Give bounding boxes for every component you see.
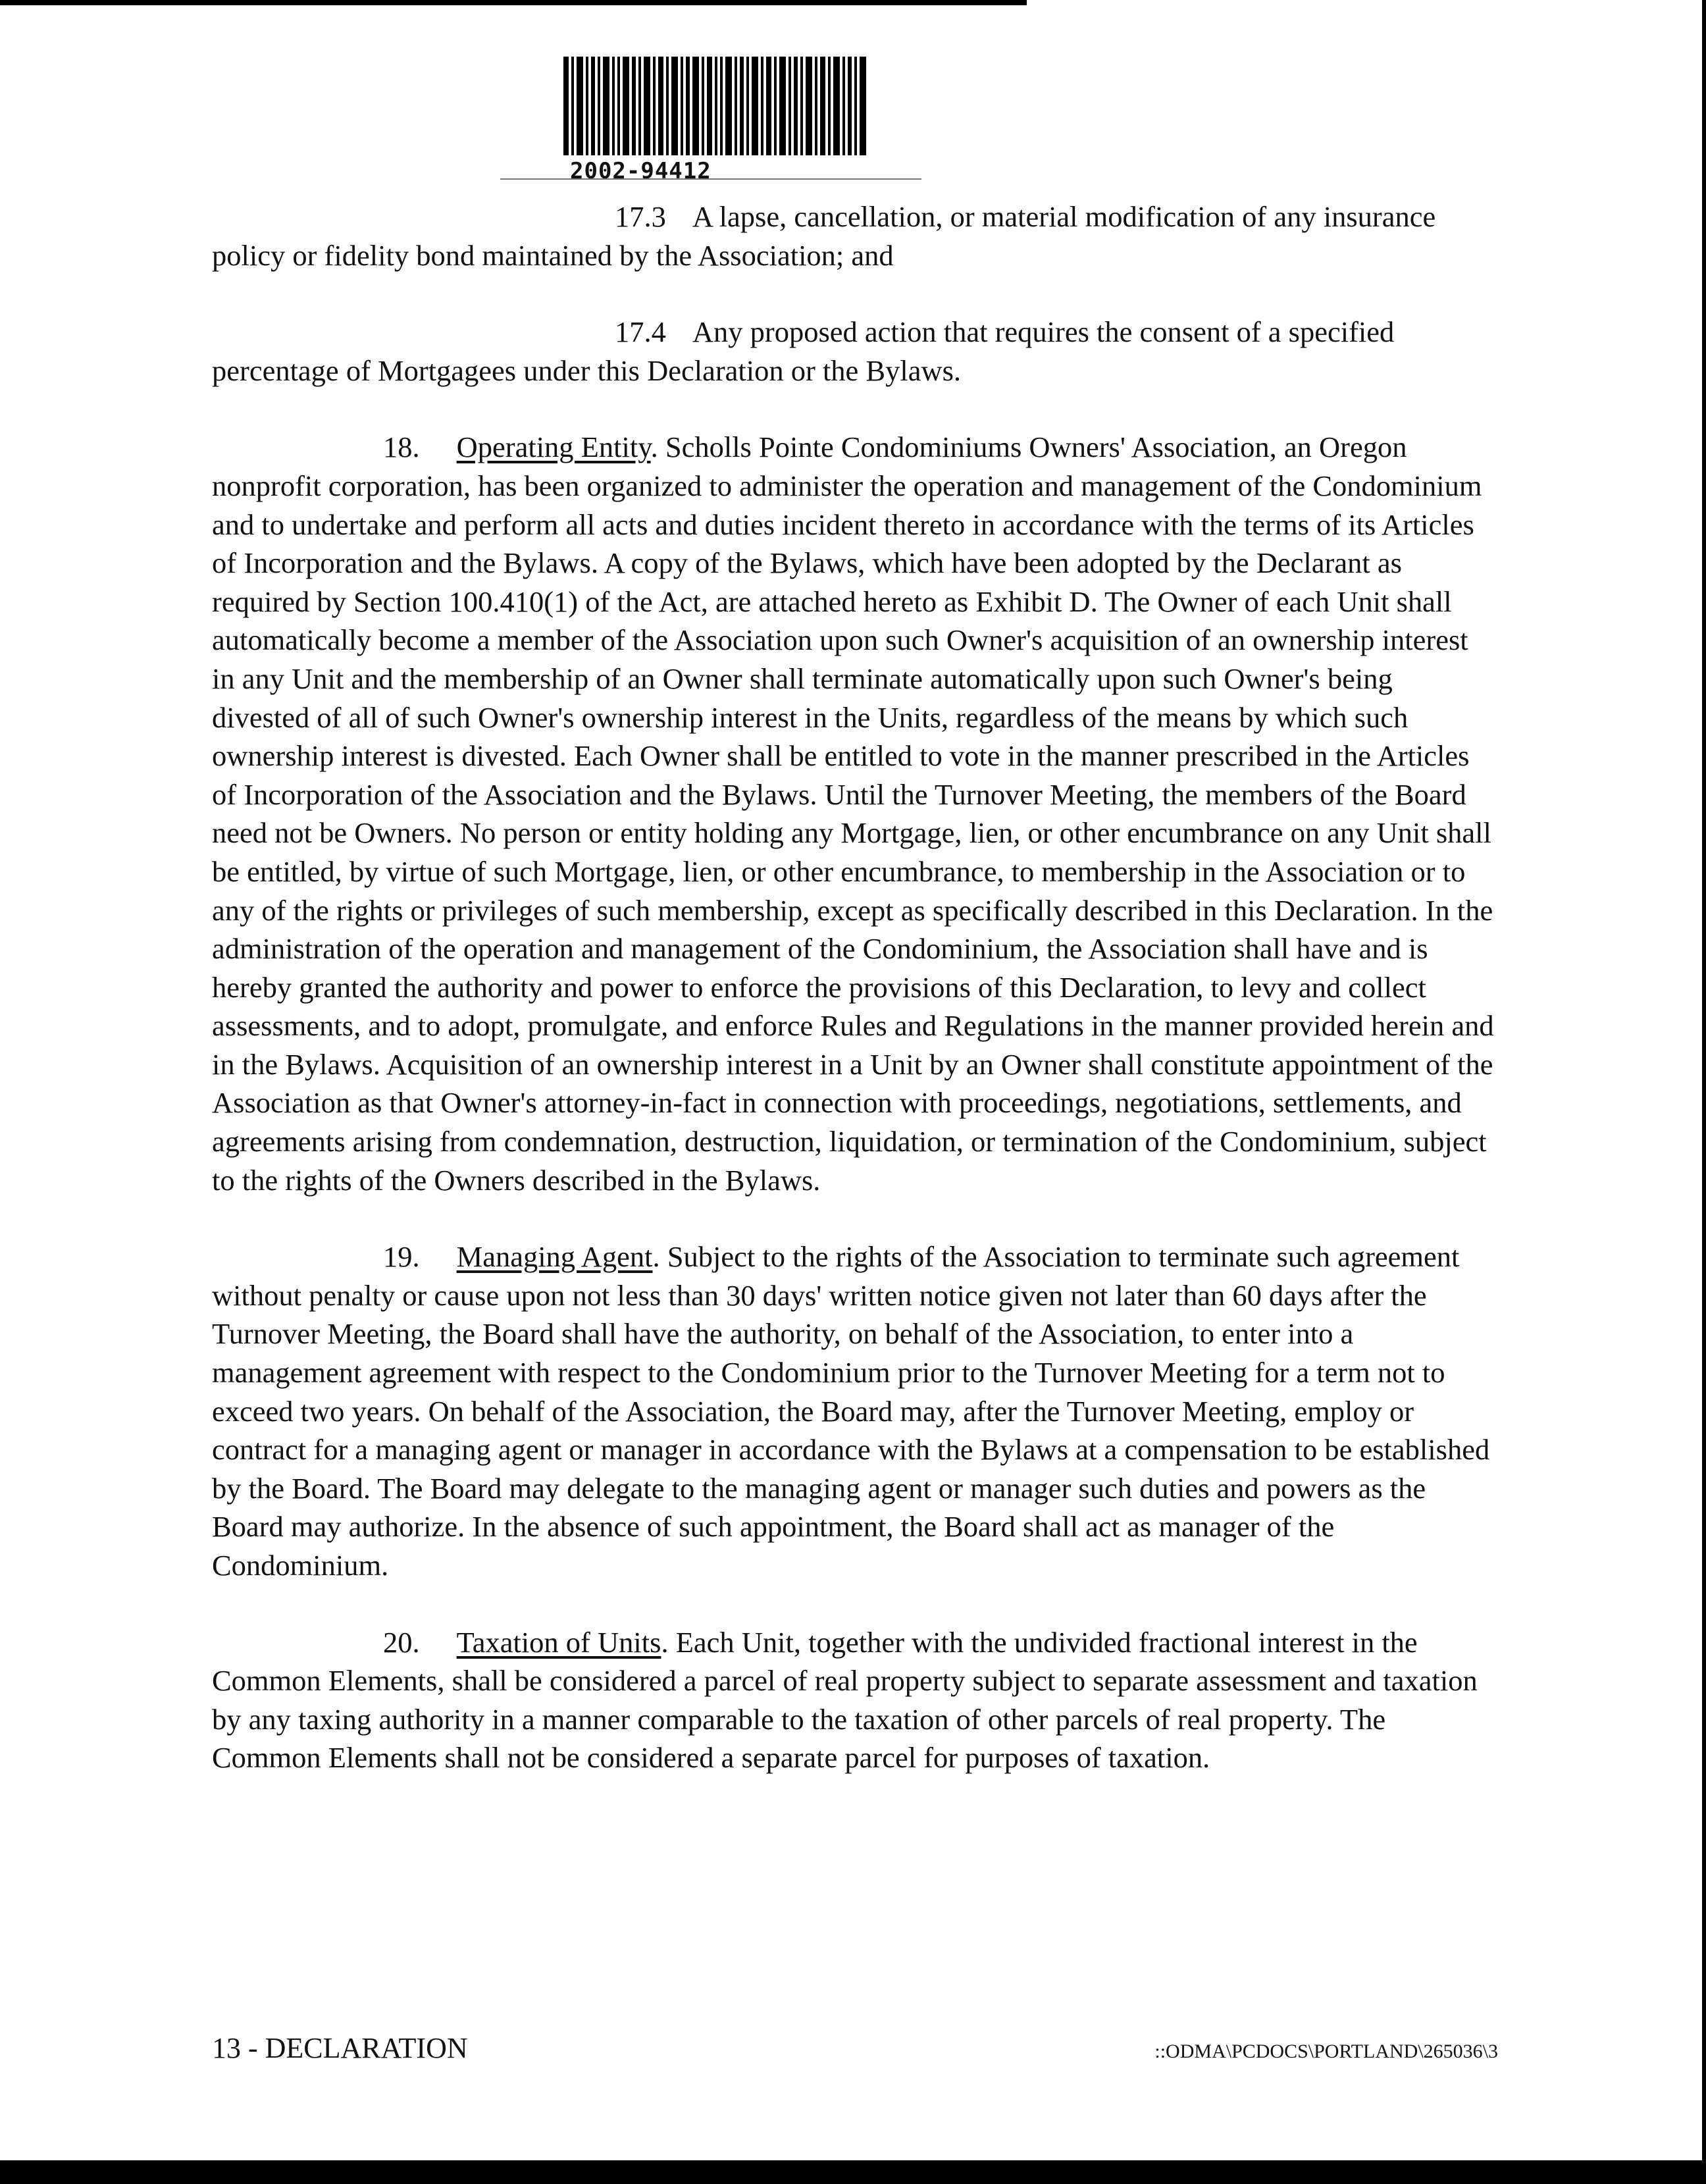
section-19 <box>212 1237 1495 1584</box>
barcode-number: 2002-94412 <box>570 158 711 184</box>
barcode-underline <box>500 178 921 180</box>
page-label: 13 - DECLARATION <box>212 2032 468 2064</box>
scan-edge-top <box>0 0 1027 5</box>
section-number: 18. <box>383 430 420 464</box>
barcode <box>563 57 870 184</box>
section-18 <box>212 428 1495 1199</box>
document-body <box>212 197 1495 1815</box>
scan-edge-right <box>1702 0 1706 2184</box>
barcode-bars <box>563 57 870 155</box>
section-number: 20. <box>383 1625 420 1659</box>
section-heading: Managing Agent <box>456 1240 653 1274</box>
section-text: Any proposed action that requires the consent of a specified percentage of Mortgagees under this Declaration or the Bylaws. <box>212 315 1395 387</box>
document-path: ::ODMA\PCDOCS\PORTLAND\265036\3 <box>1154 2041 1498 2062</box>
section-text: A lapse, cancellation, or material modification of any insurance policy or fidelity bond maintained by the Association; and <box>212 200 1436 272</box>
section-text: . Subject to the rights of the Association to terminate such agreement without penalty or cause upon not less than 30 days' written notice given not later than 60 days after the Turnover Meeting, the Board shall have the authority, on behalf of the Association, to enter into a management agreement with respect to the Condominium prior to the Turnover Meeting for a term not to exceed two years. On behalf of the Association, the Board may, after the Turnover Meeting, employ or contract for a managing agent or manager in accordance with the Bylaws at a compensation to be established by the Board. The Board may delegate to the managing agent or manager such duties and powers as the Board may authorize. In the absence of such appointment, the Board shall act as manager of the Condominium. <box>212 1240 1490 1582</box>
section-number: 17.4 <box>615 315 666 349</box>
section-heading: Taxation of Units <box>456 1625 661 1659</box>
section-heading: Operating Entity <box>456 430 651 464</box>
section-17-3 <box>212 197 1495 274</box>
scan-edge-bottom <box>0 2160 1706 2184</box>
section-text: . Scholls Pointe Condominiums Owners' Association, an Oregon nonprofit corporation, has been organized to administer the operation and management of the Condominium and to undertake and perform all acts and duties incident thereto in accordance with the terms of its Articles of Incorporation and the Bylaws. A copy of the Bylaws, which have been adopted by the Declarant as required by Section 100.410(1) of the Act, are attached hereto as Exhibit D. The Owner of each Unit shall automatically become a member of the Association upon such Owner's acquisition of an ownership interest in any Unit and the membership of an Owner shall terminate automatically upon such Owner's being divested of all of such Owner's ownership interest in the Units, regardless of the means by which such ownership interest is divested. Each Owner shall be entitled to vote in the manner prescribed in the Articles of Incorporation of the Association and the Bylaws. Until the Turnover Meeting, the members of the Board need not be Owners. No person or entity holding any Mortgage, lien, or other encumbrance on any Unit shall be entitled, by virtue of such Mortgage, lien, or other encumbrance, to membership in the Association or to any of the rights or privileges of such membership, except as specifically described in this Declaration. In the administration of the operation and management of the Condominium, the Association shall have and is hereby granted the authority and power to enforce the provisions of this Declaration, to levy and collect assessments, and to adopt, promulgate, and enforce Rules and Regulations in the manner provided herein and in the Bylaws. Acquisition of an ownership interest in a Unit by an Owner shall constitute appointment of the Association as that Owner's attorney-in-fact in connection with proceedings, negotiations, settlements, and agreements arising from condemnation, destruction, liquidation, or termination of the Condominium, subject to the rights of the Owners described in the Bylaws. <box>212 430 1494 1197</box>
section-number: 19. <box>383 1240 420 1274</box>
section-17-4 <box>212 313 1495 390</box>
section-text: . Each Unit, together with the undivided fractional interest in the Common Elements, shall be considered a parcel of real property subject to separate assessment and taxation by any taxing authority in a manner comparable to the taxation of other parcels of real property. The Common Elements shall not be considered a separate parcel for purposes of taxation. <box>212 1625 1478 1775</box>
section-20 <box>212 1623 1495 1777</box>
page-footer <box>212 2031 1498 2065</box>
section-number: 17.3 <box>615 200 666 233</box>
